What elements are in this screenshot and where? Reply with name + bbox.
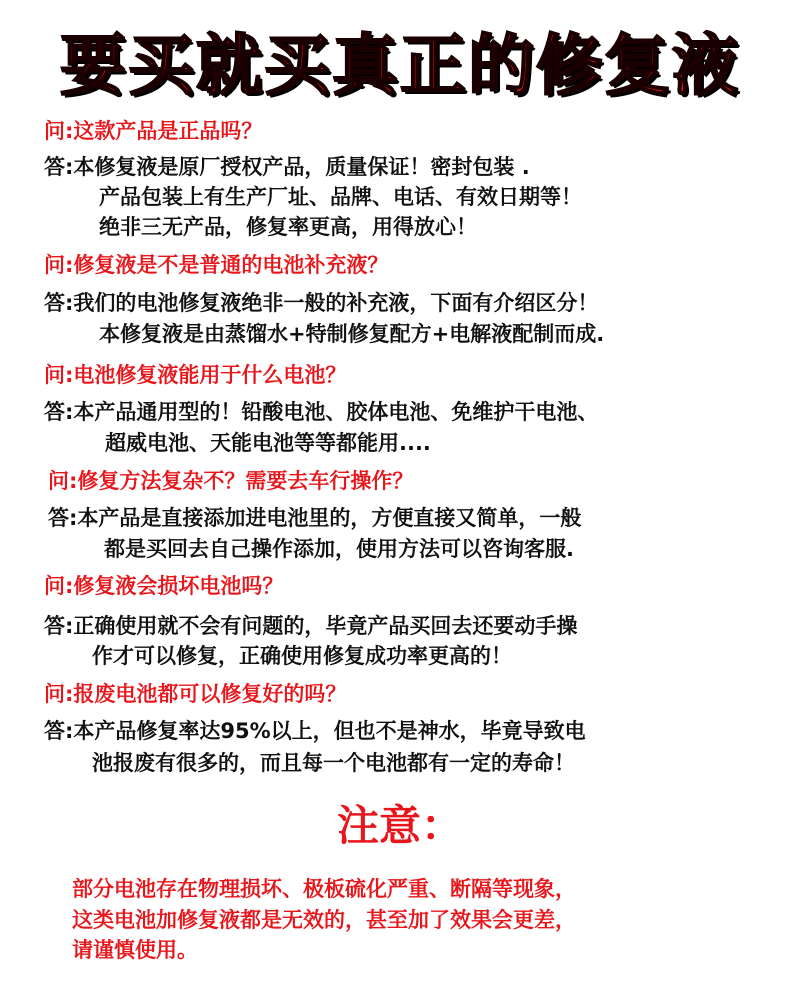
answer-1-line-2: 产品包装上有生产厂址、品牌、电话、有效日期等！	[99, 185, 582, 209]
question-4: 问:修复方法复杂不？需要去车行操作？	[48, 469, 414, 493]
page-title: 要买就买真正的修复液	[60, 27, 740, 104]
question-5: 问:修复液会损坏电池吗？	[44, 574, 284, 598]
question-6: 问:报废电池都可以修复好的吗？	[44, 682, 347, 706]
answer-2-line-2: 本修复液是由蒸馏水+特制修复配方+电解液配制而成.	[99, 322, 605, 346]
question-1: 问:这款产品是正品吗？	[44, 119, 263, 143]
question-3: 问:电池修复液能用于什么电池？	[44, 363, 347, 387]
answer-6-line-2: 池报废有很多的，而且每一个电池都有一定的寿命！	[92, 751, 575, 775]
answer-6-line-1: 答:本产品修复率达95%以上，但也不是神水，毕竟导致电	[44, 719, 586, 743]
answer-1-line-1: 答:本修复液是原厂授权产品，质量保证！密封包装 .	[44, 155, 530, 179]
notice-line-3: 请谨慎使用。	[72, 938, 198, 962]
answer-1-line-3: 绝非三无产品，修复率更高，用得放心！	[99, 215, 477, 239]
answer-2-line-1: 答:我们的电池修复液绝非一般的补充液，下面有介绍区分！	[44, 291, 599, 315]
answer-5-line-1: 答:正确使用就不会有问题的，毕竟产品买回去还要动手操	[44, 614, 578, 638]
answer-4-line-1: 答:本产品是直接添加进电池里的，方便直接又简单，一般	[48, 506, 582, 530]
answer-4-line-2: 都是买回去自己操作添加，使用方法可以咨询客服.	[104, 537, 574, 561]
answer-3-line-1: 答:本产品通用型的！铅酸电池、胶体电池、免维护干电池、	[44, 400, 599, 424]
notice-line-1: 部分电池存在物理损坏、极板硫化严重、断隔等现象，	[72, 877, 576, 901]
answer-3-line-2: 超威电池、天能电池等等都能用....	[105, 431, 431, 455]
answer-5-line-2: 作才可以修复，正确使用修复成功率更高的！	[92, 644, 512, 668]
notice-line-2: 这类电池加修复液都是无效的，甚至加了效果会更差，	[72, 908, 576, 932]
notice-heading: 注意：	[336, 801, 463, 850]
question-2: 问:修复液是不是普通的电池补充液？	[44, 253, 389, 277]
